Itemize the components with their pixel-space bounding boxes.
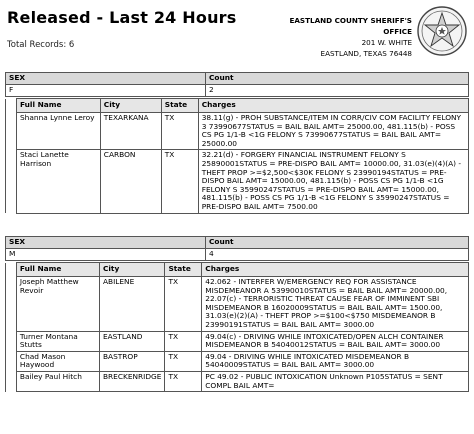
sex-header: SEX bbox=[6, 73, 206, 85]
details-table-m bbox=[5, 262, 469, 392]
city-cell: EASTLAND bbox=[99, 331, 164, 351]
state-cell: TX bbox=[165, 351, 202, 371]
col-full-name: Full Name bbox=[16, 263, 99, 277]
indent-cell bbox=[6, 150, 17, 213]
col-charges: Charges bbox=[198, 99, 468, 113]
indent-cell bbox=[6, 331, 17, 351]
agency-address-line-1: 201 W. WHITE bbox=[361, 38, 412, 47]
city-cell: BASTROP bbox=[99, 351, 164, 371]
charges-cell: PC 49.02 - PUBLIC INTOXICATION Unknown P105STATUS = SENT COMPL BAIL AMT= bbox=[202, 371, 469, 391]
full-name-cell: Bailey Paul Hitch bbox=[16, 371, 99, 391]
charges-cell: 38.11(g) - PROH SUBSTANCE/ITEM IN CORR/CIV COM FACILITY FELONY 3 73990677STATUS = BAIL BAIL AMT= 25000.00, 481.115(b) - POSS CS PG 1/1-B <1G FELONY S 73990677STATUS = BAIL BAIL AMT= 25000.00 bbox=[198, 113, 468, 150]
col-full-name: Full Name bbox=[16, 99, 100, 113]
sheriff-star-seal-icon bbox=[416, 3, 468, 59]
full-name-cell: Joseph Matthew Revoir bbox=[16, 277, 99, 332]
state-cell: TX bbox=[161, 113, 198, 150]
col-charges: Charges bbox=[202, 263, 469, 277]
sex-value: M bbox=[6, 249, 206, 261]
city-cell: BRECKENRIDGE bbox=[99, 371, 164, 391]
details-table-f bbox=[5, 98, 469, 214]
charges-cell: 42.062 - INTERFER W/EMERGENCY REQ FOR ASSISTANCE MISDEMEANOR A 53990010STATUS = BAIL BAIL AMT= 20000.00, 22.07(c) - TERRORISTIC THREAT CAUSE FEAR OF IMMINENT SBI MISDEMEANOR B 16020009STATUS = BAIL BAIL AMT= 1500.00, 31.03(e)(2)(A) - THEFT PROP >=$100<$750 MISDEMEANOR B 23990191STATUS = BAIL BAIL AMT= 3000.00 bbox=[202, 277, 469, 332]
sex-header: SEX bbox=[6, 237, 206, 249]
col-state: State bbox=[165, 263, 202, 277]
charges-cell: 49.04 - DRIVING WHILE INTOXICATED MISDEMEANOR B 54040009STATUS = BAIL BAIL AMT= 3000.00 bbox=[202, 351, 469, 371]
indent-cell bbox=[6, 351, 17, 371]
agency-address-line-2: EASTLAND, TEXAS 76448 bbox=[320, 49, 412, 58]
col-state: State bbox=[161, 99, 198, 113]
total-records: Total Records: 6 bbox=[7, 40, 75, 50]
full-name-cell: Turner Montana Stutts bbox=[16, 331, 99, 351]
indent-cell bbox=[6, 99, 17, 113]
table-row bbox=[6, 371, 469, 391]
agency-name-line-1: EASTLAND COUNTY SHERIFF'S bbox=[289, 16, 412, 25]
table-row bbox=[6, 351, 469, 371]
sex-value: F bbox=[6, 85, 206, 97]
agency-name-line-2: OFFICE bbox=[383, 27, 412, 36]
indent-cell bbox=[6, 113, 17, 150]
state-cell: TX bbox=[165, 371, 202, 391]
full-name-cell: Chad Mason Haywood bbox=[16, 351, 99, 371]
col-city: City bbox=[99, 263, 164, 277]
state-cell: TX bbox=[165, 331, 202, 351]
charges-cell: 49.04(c) - DRIVING WHILE INTOXICATED/OPEN ALCH CONTAINER MISDEMEANOR B 54040012STATUS = BAIL BAIL AMT= 3000.00 bbox=[202, 331, 469, 351]
state-cell: TX bbox=[165, 277, 202, 332]
table-row bbox=[6, 150, 469, 213]
agency-block bbox=[272, 15, 412, 59]
city-cell: ABILENE bbox=[99, 277, 164, 332]
full-name-cell: Staci Lanette Harrison bbox=[16, 150, 100, 213]
col-city: City bbox=[100, 99, 161, 113]
table-row bbox=[6, 277, 469, 332]
count-header: Count bbox=[206, 237, 469, 249]
table-row bbox=[6, 331, 469, 351]
sex-summary-table-f bbox=[5, 72, 469, 97]
report-title: Released - Last 24 Hours bbox=[7, 8, 237, 27]
indent-cell bbox=[6, 263, 17, 277]
count-value: 2 bbox=[206, 85, 469, 97]
full-name-cell: Shanna Lynne Leroy bbox=[16, 113, 100, 150]
state-cell: TX bbox=[161, 150, 198, 213]
table-row bbox=[6, 113, 469, 150]
city-cell: CARBON bbox=[100, 150, 161, 213]
count-header: Count bbox=[206, 73, 469, 85]
count-value: 4 bbox=[206, 249, 469, 261]
sex-summary-table-m bbox=[5, 236, 469, 261]
city-cell: TEXARKANA bbox=[100, 113, 161, 150]
indent-cell bbox=[6, 371, 17, 391]
indent-cell bbox=[6, 277, 17, 332]
charges-cell: 32.21(d) - FORGERY FINANCIAL INSTRUMENT FELONY S 25890001STATUS = PRE-DISPO BAIL AMT= 10000.00, 31.03(e)(4)(A) - THEFT PROP >=$2,500<$30K FELONY S 23990194STATUS = PRE-DISPO BAIL AMT= 15000.00, 481.115(b) - POSS CS PG 1/1-B <1G FELONY S 35990247STATUS = PRE-DISPO BAIL AMT= 15000.00, 481.115(b) - POSS CS PG 1/1-B <1G FELONY S 35990247STATUS = PRE-DISPO BAIL AMT= 7500.00 bbox=[198, 150, 468, 213]
